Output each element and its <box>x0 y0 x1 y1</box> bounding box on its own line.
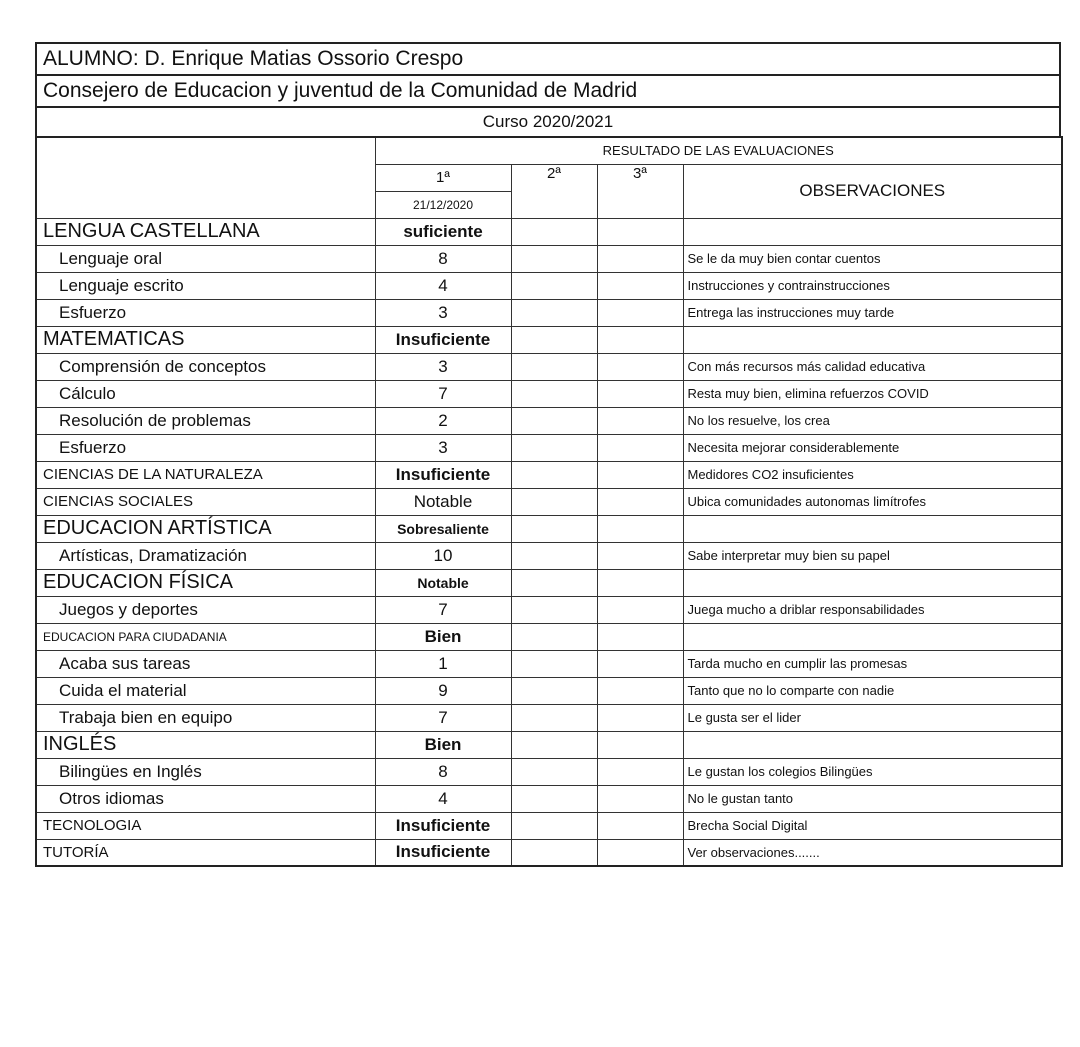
subject-name: TUTORÍA <box>36 839 375 866</box>
eval3-grade <box>597 488 683 515</box>
eval1-grade: 2 <box>375 407 511 434</box>
item-name: Esfuerzo <box>36 434 375 461</box>
observation <box>683 731 1062 758</box>
eval3-grade <box>597 812 683 839</box>
item-row <box>36 704 1062 731</box>
subject-name: EDUCACION FÍSICA <box>36 569 375 596</box>
item-name: Lenguaje oral <box>36 245 375 272</box>
subject-name: EDUCACION PARA CIUDADANIA <box>36 623 375 650</box>
subject-row <box>36 515 1062 542</box>
eval1-grade: 3 <box>375 299 511 326</box>
observation: Resta muy bien, elimina refuerzos COVID <box>683 380 1062 407</box>
eval1-grade: 3 <box>375 434 511 461</box>
subject-row <box>36 623 1062 650</box>
item-row <box>36 299 1062 326</box>
subject-name: EDUCACION ARTÍSTICA <box>36 515 375 542</box>
course-year: Curso 2020/2021 <box>35 106 1061 136</box>
eval2-grade <box>511 326 597 353</box>
observation: Medidores CO2 insuficientes <box>683 461 1062 488</box>
eval2-grade <box>511 731 597 758</box>
item-row <box>36 434 1062 461</box>
eval3-grade <box>597 596 683 623</box>
eval3-grade <box>597 434 683 461</box>
item-row <box>36 407 1062 434</box>
observation <box>683 326 1062 353</box>
eval2-grade <box>511 839 597 866</box>
item-name: Resolución de problemas <box>36 407 375 434</box>
subject-row <box>36 569 1062 596</box>
eval3-header: 3ª <box>597 164 683 218</box>
header-blank-cell <box>36 137 375 218</box>
item-row <box>36 353 1062 380</box>
eval2-grade <box>511 623 597 650</box>
eval3-grade <box>597 515 683 542</box>
subject-name: INGLÉS <box>36 731 375 758</box>
observation <box>683 623 1062 650</box>
item-row <box>36 650 1062 677</box>
subject-row <box>36 326 1062 353</box>
observation: No le gustan tanto <box>683 785 1062 812</box>
eval3-grade <box>597 407 683 434</box>
item-row <box>36 272 1062 299</box>
eval1-grade: 7 <box>375 380 511 407</box>
eval1-grade: 8 <box>375 245 511 272</box>
eval1-header: 1ª <box>375 164 511 191</box>
eval3-grade <box>597 677 683 704</box>
observation: Le gusta ser el lider <box>683 704 1062 731</box>
subject-name: CIENCIAS SOCIALES <box>36 488 375 515</box>
eval2-grade <box>511 488 597 515</box>
eval2-grade <box>511 542 597 569</box>
eval1-grade: 7 <box>375 596 511 623</box>
observation: Entrega las instrucciones muy tarde <box>683 299 1062 326</box>
observation: Instrucciones y contrainstrucciones <box>683 272 1062 299</box>
eval1-grade: 1 <box>375 650 511 677</box>
eval1-grade: Bien <box>375 623 511 650</box>
item-name: Artísticas, Dramatización <box>36 542 375 569</box>
subject-row <box>36 839 1062 866</box>
eval1-grade: Insuficiente <box>375 812 511 839</box>
eval1-grade: Notable <box>375 488 511 515</box>
eval1-grade: 4 <box>375 785 511 812</box>
item-row <box>36 785 1062 812</box>
eval1-grade: 10 <box>375 542 511 569</box>
eval2-grade <box>511 407 597 434</box>
item-row <box>36 542 1062 569</box>
item-name: Acaba sus tareas <box>36 650 375 677</box>
eval2-grade <box>511 461 597 488</box>
eval1-grade: Insuficiente <box>375 839 511 866</box>
eval3-grade <box>597 542 683 569</box>
eval2-grade <box>511 704 597 731</box>
results-title: RESULTADO DE LAS EVALUACIONES <box>375 137 1062 164</box>
eval2-grade <box>511 596 597 623</box>
eval3-grade <box>597 461 683 488</box>
institution-name: Consejero de Educacion y juventud de la Comunidad de Madrid <box>35 74 1061 106</box>
item-row <box>36 380 1062 407</box>
eval1-grade: Bien <box>375 731 511 758</box>
student-name: ALUMNO: D. Enrique Matias Ossorio Crespo <box>35 42 1061 74</box>
eval2-grade <box>511 677 597 704</box>
eval2-grade <box>511 758 597 785</box>
subject-name: CIENCIAS DE LA NATURALEZA <box>36 461 375 488</box>
eval3-grade <box>597 326 683 353</box>
subject-row <box>36 731 1062 758</box>
eval2-header: 2ª <box>511 164 597 218</box>
report-card <box>35 42 1061 867</box>
eval1-grade: 7 <box>375 704 511 731</box>
eval2-grade <box>511 650 597 677</box>
observation: Con más recursos más calidad educativa <box>683 353 1062 380</box>
observations-header: OBSERVACIONES <box>683 164 1062 218</box>
observation <box>683 515 1062 542</box>
eval2-grade <box>511 380 597 407</box>
eval3-grade <box>597 785 683 812</box>
eval3-grade <box>597 623 683 650</box>
observation <box>683 218 1062 245</box>
observation <box>683 569 1062 596</box>
item-name: Trabaja bien en equipo <box>36 704 375 731</box>
eval1-grade: Insuficiente <box>375 326 511 353</box>
eval1-grade: 8 <box>375 758 511 785</box>
subject-name: MATEMATICAS <box>36 326 375 353</box>
observation: Necesita mejorar considerablemente <box>683 434 1062 461</box>
observation: Se le da muy bien contar cuentos <box>683 245 1062 272</box>
eval2-grade <box>511 272 597 299</box>
item-name: Bilingües en Inglés <box>36 758 375 785</box>
item-name: Esfuerzo <box>36 299 375 326</box>
observation: Ubica comunidades autonomas limítrofes <box>683 488 1062 515</box>
eval3-grade <box>597 569 683 596</box>
observation: Sabe interpretar muy bien su papel <box>683 542 1062 569</box>
observation: Juega mucho a driblar responsabilidades <box>683 596 1062 623</box>
eval2-grade <box>511 515 597 542</box>
observation: Le gustan los colegios Bilingües <box>683 758 1062 785</box>
header-row-1 <box>36 137 1062 164</box>
eval3-grade <box>597 353 683 380</box>
eval2-grade <box>511 353 597 380</box>
item-row <box>36 596 1062 623</box>
subject-name: LENGUA CASTELLANA <box>36 218 375 245</box>
eval2-grade <box>511 434 597 461</box>
eval1-date: 21/12/2020 <box>375 191 511 218</box>
eval3-grade <box>597 839 683 866</box>
observation: Ver observaciones....... <box>683 839 1062 866</box>
eval2-grade <box>511 218 597 245</box>
observation: Brecha Social Digital <box>683 812 1062 839</box>
eval1-grade: 9 <box>375 677 511 704</box>
item-row <box>36 245 1062 272</box>
eval3-grade <box>597 272 683 299</box>
item-name: Lenguaje escrito <box>36 272 375 299</box>
eval1-grade: 4 <box>375 272 511 299</box>
eval1-grade: suficiente <box>375 218 511 245</box>
eval3-grade <box>597 380 683 407</box>
eval3-grade <box>597 650 683 677</box>
observation: Tanto que no lo comparte con nadie <box>683 677 1062 704</box>
eval1-grade: Sobresaliente <box>375 515 511 542</box>
eval2-grade <box>511 569 597 596</box>
item-name: Comprensión de conceptos <box>36 353 375 380</box>
eval3-grade <box>597 218 683 245</box>
eval3-grade <box>597 245 683 272</box>
eval3-grade <box>597 758 683 785</box>
eval3-grade <box>597 731 683 758</box>
grades-table <box>35 136 1063 867</box>
eval1-grade: Notable <box>375 569 511 596</box>
eval2-grade <box>511 245 597 272</box>
item-row <box>36 677 1062 704</box>
eval2-grade <box>511 812 597 839</box>
observation: No los resuelve, los crea <box>683 407 1062 434</box>
item-row <box>36 758 1062 785</box>
eval1-grade: 3 <box>375 353 511 380</box>
subject-row <box>36 812 1062 839</box>
subject-row <box>36 461 1062 488</box>
item-name: Juegos y deportes <box>36 596 375 623</box>
eval2-grade <box>511 785 597 812</box>
eval2-grade <box>511 299 597 326</box>
observation: Tarda mucho en cumplir las promesas <box>683 650 1062 677</box>
eval3-grade <box>597 704 683 731</box>
item-name: Cálculo <box>36 380 375 407</box>
subject-row <box>36 488 1062 515</box>
subject-name: TECNOLOGIA <box>36 812 375 839</box>
eval1-grade: Insuficiente <box>375 461 511 488</box>
item-name: Cuida el material <box>36 677 375 704</box>
eval3-grade <box>597 299 683 326</box>
subject-row <box>36 218 1062 245</box>
item-name: Otros idiomas <box>36 785 375 812</box>
